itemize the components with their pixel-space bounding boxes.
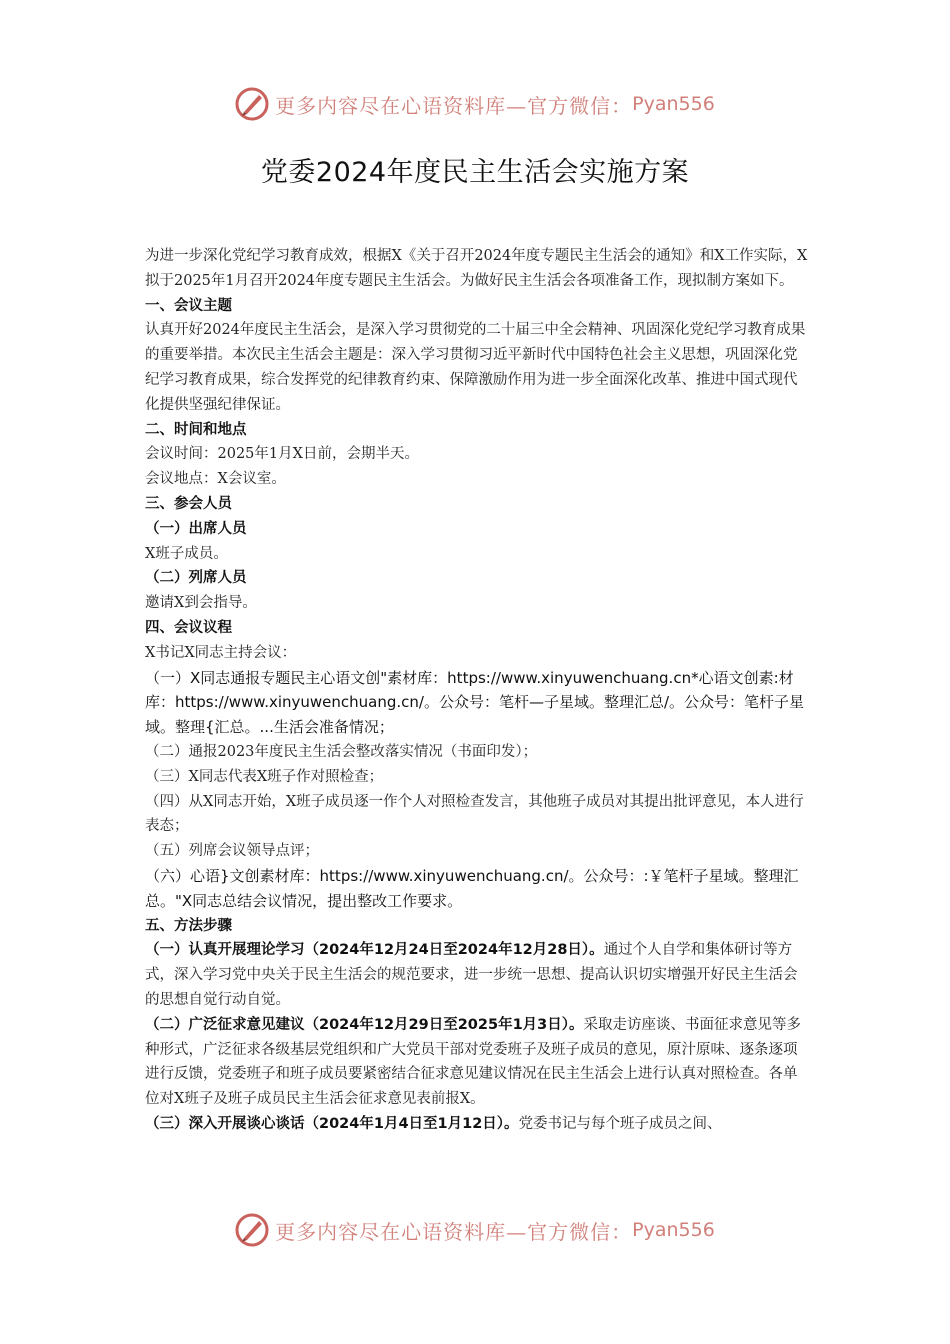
banner-handle: Pyan556 — [632, 1219, 715, 1241]
agenda-lead: X书记X同志主持会议： — [145, 644, 297, 661]
section-heading-4: 四、会议议程 — [145, 619, 232, 636]
agenda-item-3: （三）X同志代表X班子作对照检查； — [145, 768, 384, 785]
step-2-text: 采取走访座谈、书面征求意见等多种形式，广泛征求各级基层党组织和广大党员干部对党委班子及班子成员的意见，原汁原味、逐条逐项进行反馈，党委班子和班子成员要紧密结合征求意见建议情况在民主生活会上进行认真对照检查。各单位对X班子及班子成员民主生活会征求意见表前报X。 — [145, 1016, 801, 1108]
step-3-text: 党委书记与每个班子成员之间、 — [518, 1115, 722, 1132]
agenda-item-1: （一）X同志通报专题民主心语文创"素材库：https://www.xinyuwenchuang.cn*心语文创素:材库：https://www.xinyuwenchuang.cn/。公众号：笔杆—子星域。整理汇总/。公众号：笔杆子星域。整理{汇总。...生活会准备情况； — [145, 668, 805, 737]
section-heading-1: 一、会议主题 — [145, 297, 232, 314]
meeting-time: 会议时间：2025年1月X日前，会期半天。 — [145, 446, 419, 463]
section-heading-3: 三、参会人员 — [145, 495, 232, 512]
banner-text: 更多内容尽在心语资料库—官方微信： — [275, 1219, 633, 1244]
observers-text: 邀请X到会指导。 — [145, 595, 257, 612]
document-body — [145, 244, 809, 1137]
pen-logo-icon — [235, 87, 269, 121]
step-3 — [145, 1112, 809, 1137]
agenda-item-5: （五）列席会议领导点评； — [145, 843, 319, 860]
meeting-place: 会议地点：X会议室。 — [145, 471, 286, 488]
attendees-text: X班子成员。 — [145, 545, 228, 562]
agenda-item-4: （四）从X同志开始，X班子成员逐一作个人对照检查发言，其他班子成员对其提出批评意见，本人进行表态； — [145, 793, 804, 835]
banner-text: 更多内容尽在心语资料库—官方微信： — [275, 93, 633, 118]
intro-paragraph: 为进一步深化党纪学习教育成效，根据X《关于召开2024年度专题民主生活会的通知》和X工作实际，X拟于2025年1月召开2024年度专题民主生活会。为做好民主生活会各项准备工作，现拟制方案如下。 — [145, 248, 808, 289]
step-3-title: （三）深入开展谈心谈话（2024年1月4日至1月12日）。 — [145, 1115, 519, 1132]
document-title: 党委2024年度民主生活会实施方案 — [260, 157, 690, 188]
section-heading-5: 五、方法步骤 — [145, 917, 232, 934]
step-1-text: 通过个人自学和集体研讨等方式，深入学习党中央关于民主生活会的规范要求，进一步统一思想、提高认识切实增强开好民主生活会的思想自觉行动自觉。 — [145, 942, 798, 1008]
agenda-item-6: （六）心语}文创素材库：https://www.xinyuwenchuang.cn/。公众号：:￥笔杆子星域。整理汇总。"X同志总结会议情况，提出整改工作要求。 — [145, 866, 799, 910]
section-1-text: 认真开好2024年度民主生活会，是深入学习贯彻党的二十届三中全会精神、巩固深化党纪学习教育成果的重要举措。本次民主生活会主题是：深入学习贯彻习近平新时代中国特色社会主义思想，巩固深化党纪学习教育成果，综合发挥党的纪律教育约束、保障激励作用为进一步全面深化改革、推进中国式现代化提供坚强纪律保证。 — [145, 322, 806, 413]
step-2 — [145, 1013, 809, 1112]
pen-logo-icon — [235, 1213, 269, 1247]
subheading-observers: （二）列席人员 — [145, 570, 247, 587]
step-1-title: （一）认真开展理论学习（2024年12月24日至2024年12月28日）。 — [145, 942, 604, 959]
step-1 — [145, 938, 809, 1012]
subheading-attendees: （一）出席人员 — [145, 520, 247, 537]
agenda-item-2: （二）通报2023年度民主生活会整改落实情况（书面印发）； — [145, 743, 538, 760]
banner-handle: Pyan556 — [632, 93, 715, 115]
header-banner — [0, 84, 950, 124]
section-heading-2: 二、时间和地点 — [145, 421, 247, 438]
step-2-title: （二）广泛征求意见建议（2024年12月29日至2025年1月3日）。 — [145, 1016, 584, 1033]
footer-banner — [0, 1210, 950, 1250]
